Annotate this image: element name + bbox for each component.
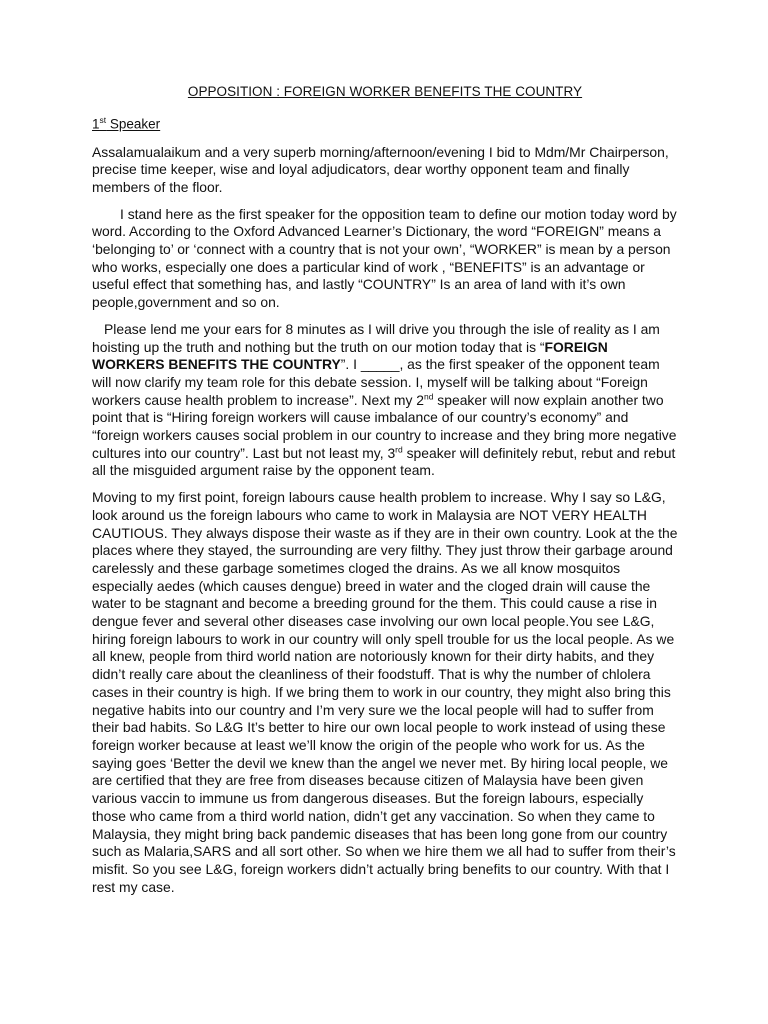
roles-text-b: ”. I _____, as the first speaker of the opponent team will now clarify my team role for this debate session. I, myself will be talking about “Foreign workers cause health problem to increase”. Next my 2 [92, 356, 660, 408]
second-ordinal: nd [423, 391, 434, 402]
greeting-paragraph: Assalamualaikum and a very superb morning/afternoon/evening I bid to Mdm/Mr Chairperson, precise time keeper, wise and loyal adjudicators, dear worthy opponent team and finally members of the floor. [92, 143, 669, 195]
document-page [92, 84, 678, 905]
roles-text-d: speaker will definitely rebut, rebut and rebut all the misguided argument raise by the opponent team. [92, 444, 676, 479]
third-ordinal: rd [395, 444, 403, 455]
roles-text-c: speaker will now explain another two point that is “Hiring foreign workers will cause imbalance of our country’s economy” and “foreign workers causes social problem in our country to increase and they bring more negative cultures into our country”. Last but not least my, 3 [92, 391, 677, 461]
document-title: OPPOSITION : FOREIGN WORKER BENEFITS THE COUNTRY [187, 84, 583, 99]
speaker-heading [92, 115, 678, 132]
motion-bold-text: FOREIGN WORKERS BENEFITS THE COUNTRY [92, 338, 608, 373]
definition-paragraph: I stand here as the first speaker for the opposition team to define our motion today word by word. According to the Oxford Advanced Learner’s Dictionary, the word “FOREIGN” means a ‘belonging to’ or ‘connect with a country that is not your own’, “WORKER” is mean by a person who works, especially one does a particular kind of work , “BENEFITS” is an advantage or useful effect that something has, and lastly “COUNTRY” Is an area of land with it’s own people,government and so on. [92, 205, 677, 311]
speaker-number: 1 [92, 116, 100, 132]
first-point-paragraph: Moving to my first point, foreign labours cause health problem to increase. Why I say so L&G, look around us the foreign labours who came to work in Malaysia are NOT VERY HEALTH CAUTIOUS. They always dispose their waste as if they are in their own country. Look at the the places where they stayed, the surrounding are very filthy. They just throw their garbage around carelessly and these garbage sometimes cloged the drains. As we all know mosquitos especially aedes (which causes dengue) breed in water and the cloged drain will cause the water to be stagnant and become a breeding ground for the them. This could cause a rise in dengue fever and several other diseases case involving our own local people.You see L&G, hiring foreign labours to work in our country will only spell trouble for us the local people. As we all knew, people from third world nation are notoriously known for their dirty habits, and they didn’t really care about the cleanliness of their foodstuff. That is why the number of chlolera cases in their country is high. If we bring them to work in our country, they might also bring this negative habits into our country and I’m very sure we the local people will had to suffer from their bad habits. So L&G It’s better to hire our own local people to work instead of using these foreign worker because at least we’ll know the origin of the people who work for us. As the saying goes ‘Better the devil we knew than the angel we never met. By hiring local people, we are certified that they are free from diseases because citizen of Malaysia have been given various vaccin to immune us from dangerous diseases. But the foreign labours, especially those who came from a third world nation, didn’t get any vaccination. So when they came to Malaysia, they might bring back pandemic diseases that has been long gone from our country such as Malaria,SARS and all sort other. So when we hire them we all had to suffer from their’s misfit. So you see L&G, foreign workers didn’t actually bring benefits to our country. With that I rest my case. [92, 489, 678, 895]
roles-text-a: Please lend me your ears for 8 minutes as I will drive you through the isle of reality as I am hoisting up the truth and nothing but the truth on our motion today that is “ [92, 320, 660, 355]
speaker-label: Speaker [106, 116, 161, 132]
team-roles-paragraph [92, 321, 678, 480]
speaker-ordinal: st [99, 115, 107, 125]
